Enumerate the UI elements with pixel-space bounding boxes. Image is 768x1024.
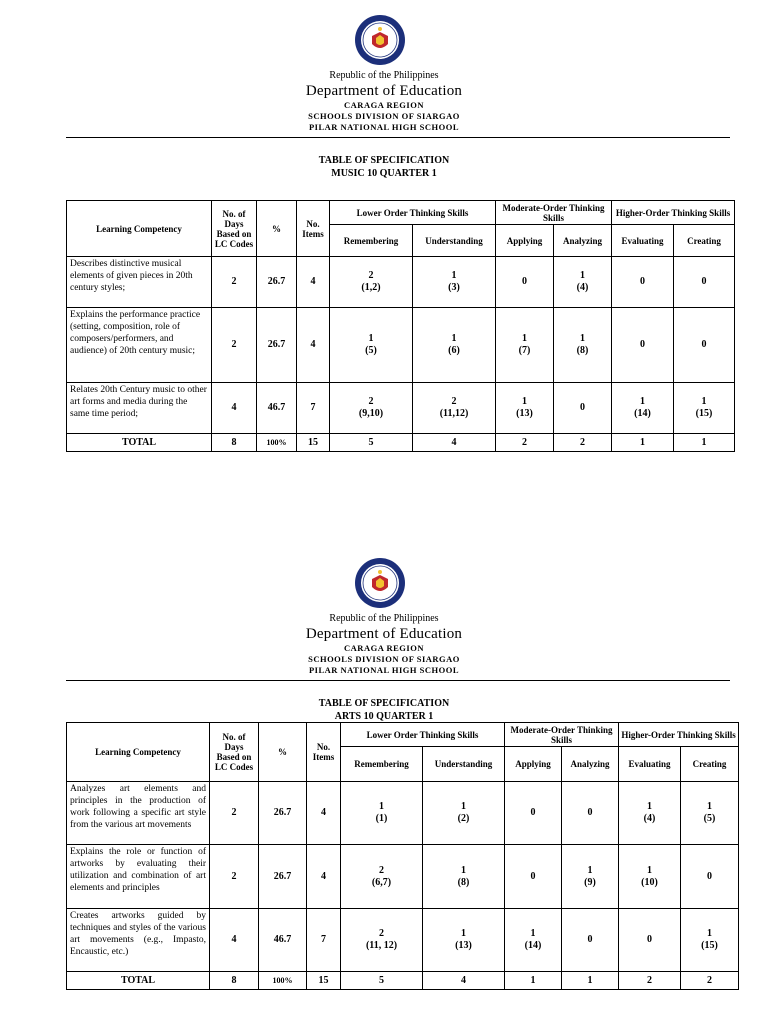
total-percent: 100% — [257, 434, 297, 452]
creating-count: 1 — [707, 928, 713, 939]
competency-cell: Explains the role or function of artworks by evaluating their utilization and combination of art elements and principles — [67, 845, 210, 909]
understanding-count: 1 — [451, 270, 457, 281]
header-creating: Creating — [674, 225, 735, 257]
total-analyzing: 1 — [562, 972, 619, 990]
evaluating-item-numbers: (4) — [643, 813, 656, 824]
evaluating-count: 1 — [647, 864, 653, 876]
applying-count: 0 — [522, 276, 528, 287]
creating-item-numbers: (15) — [695, 408, 713, 419]
remembering-count: 2 — [379, 864, 384, 876]
remembering-item-numbers: (6,7) — [371, 876, 392, 888]
specification-table — [66, 200, 735, 452]
understanding-count: 1 — [461, 864, 466, 876]
evaluating-cell — [612, 383, 674, 434]
evaluating-cell — [612, 308, 674, 383]
understanding-count: 1 — [451, 333, 457, 344]
analyzing-item-numbers: (8) — [576, 345, 589, 356]
analyzing-count: 0 — [580, 402, 586, 413]
header-creating: Creating — [681, 747, 739, 782]
applying-cell — [505, 909, 562, 972]
understanding-item-numbers: (3) — [448, 282, 460, 293]
evaluating-count: 0 — [640, 276, 646, 287]
remembering-item-numbers: (9,10) — [358, 408, 384, 419]
items-cell: 4 — [307, 845, 341, 909]
republic-text: Republic of the Philippines — [329, 70, 439, 81]
percent-cell: 46.7 — [259, 909, 307, 972]
tos-title: TABLE OF SPECIFICATION — [318, 155, 450, 166]
understanding-item-numbers: (2) — [457, 813, 470, 824]
creating-count: 1 — [707, 801, 713, 812]
items-cell: 7 — [307, 909, 341, 972]
table-row — [67, 909, 739, 972]
region-text: CARAGA REGION — [344, 100, 424, 110]
header-items: No. Items — [307, 723, 341, 782]
total-row — [67, 434, 735, 452]
applying-cell — [505, 782, 562, 845]
analyzing-cell — [554, 308, 612, 383]
creating-count: 1 — [701, 396, 707, 407]
total-creating: 1 — [674, 434, 735, 452]
header-applying: Applying — [505, 747, 562, 782]
header-lower-order: Lower Order Thinking Skills — [330, 201, 496, 225]
creating-count: 0 — [701, 339, 707, 350]
understanding-cell — [413, 257, 496, 308]
creating-cell — [674, 257, 735, 308]
remembering-item-numbers: (11, 12) — [365, 940, 398, 951]
republic-text: Republic of the Philippines — [329, 613, 439, 624]
applying-count: 0 — [530, 870, 536, 882]
remembering-item-numbers: (5) — [365, 345, 377, 356]
specification-table — [66, 722, 739, 990]
total-row — [67, 972, 739, 990]
creating-cell — [681, 909, 739, 972]
tos-subtitle: ARTS 10 QUARTER 1 — [334, 711, 434, 722]
evaluating-count: 0 — [640, 339, 646, 350]
applying-count: 1 — [530, 928, 536, 939]
days-cell: 2 — [212, 308, 257, 383]
department-text: Department of Education — [305, 626, 463, 642]
header-understanding: Understanding — [413, 225, 496, 257]
percent-cell: 26.7 — [259, 782, 307, 845]
understanding-item-numbers: (6) — [448, 345, 460, 356]
understanding-cell — [423, 909, 505, 972]
header-competency: Learning Competency — [67, 723, 210, 782]
analyzing-count: 1 — [580, 270, 586, 281]
total-evaluating: 1 — [612, 434, 674, 452]
analyzing-cell — [554, 383, 612, 434]
items-cell: 4 — [307, 782, 341, 845]
header-understanding: Understanding — [423, 747, 505, 782]
items-cell: 4 — [297, 257, 330, 308]
percent-cell: 46.7 — [257, 383, 297, 434]
table-row — [67, 383, 735, 434]
creating-cell — [681, 845, 739, 909]
remembering-item-numbers: (1,2) — [361, 282, 381, 293]
evaluating-cell — [619, 845, 681, 909]
percent-cell: 26.7 — [257, 257, 297, 308]
total-analyzing: 2 — [554, 434, 612, 452]
header-percent: % — [259, 723, 307, 782]
header-competency: Learning Competency — [67, 201, 212, 257]
days-cell: 2 — [210, 782, 259, 845]
remembering-item-numbers: (1) — [375, 813, 388, 824]
department-text: Department of Education — [305, 83, 463, 99]
header-lower-order: Lower Order Thinking Skills — [341, 723, 505, 747]
table-body — [67, 782, 739, 990]
understanding-count: 1 — [461, 928, 466, 939]
understanding-item-numbers: (8) — [457, 876, 470, 888]
remembering-count: 2 — [379, 928, 384, 939]
remembering-count: 1 — [379, 801, 384, 812]
creating-count: 0 — [707, 870, 713, 882]
table-row — [67, 845, 739, 909]
analyzing-count: 1 — [580, 333, 586, 344]
creating-item-numbers: (5) — [703, 813, 716, 824]
table-row — [67, 782, 739, 845]
region-text: CARAGA REGION — [344, 643, 424, 653]
division-text: SCHOOLS DIVISION OF SIARGAO — [308, 111, 460, 121]
total-label: TOTAL — [67, 972, 210, 990]
header-evaluating: Evaluating — [619, 747, 681, 782]
total-remembering: 5 — [330, 434, 413, 452]
header-applying: Applying — [496, 225, 554, 257]
division-text: SCHOOLS DIVISION OF SIARGAO — [308, 654, 460, 664]
analyzing-count: 0 — [587, 807, 593, 818]
creating-item-numbers: (15) — [701, 940, 718, 951]
applying-cell — [496, 257, 554, 308]
competency-cell: Explains the performance practice (setting, composition, role of composers/performers, and audience) of 20th century music; — [67, 308, 212, 383]
header-analyzing: Analyzing — [554, 225, 612, 257]
creating-cell — [681, 782, 739, 845]
applying-cell — [496, 308, 554, 383]
competency-cell: Creates artworks guided by techniques and styles of the various art movements (e.g., Impasto, Encaustic, etc.) — [67, 909, 210, 972]
deped-seal-icon — [354, 14, 406, 66]
evaluating-cell — [619, 909, 681, 972]
understanding-cell — [413, 383, 496, 434]
remembering-count: 2 — [368, 396, 374, 407]
evaluating-item-numbers: (10) — [641, 876, 658, 888]
header-higher-order: Higher-Order Thinking Skills — [612, 201, 735, 225]
percent-cell: 26.7 — [257, 308, 297, 383]
tos-title: TABLE OF SPECIFICATION — [318, 698, 450, 709]
remembering-cell — [330, 383, 413, 434]
applying-item-numbers: (14) — [524, 940, 542, 951]
days-cell: 4 — [212, 383, 257, 434]
total-applying: 2 — [496, 434, 554, 452]
total-percent: 100% — [259, 972, 307, 990]
total-understanding: 4 — [413, 434, 496, 452]
days-cell: 2 — [210, 845, 259, 909]
total-items: 15 — [307, 972, 341, 990]
remembering-cell — [341, 845, 423, 909]
remembering-cell — [341, 909, 423, 972]
total-creating: 2 — [681, 972, 739, 990]
days-cell: 2 — [212, 257, 257, 308]
understanding-cell — [423, 845, 505, 909]
evaluating-item-numbers: (14) — [634, 408, 651, 419]
header-moderate-order: Moderate-Order Thinking Skills — [496, 201, 612, 225]
understanding-count: 2 — [451, 396, 457, 407]
total-days: 8 — [210, 972, 259, 990]
header-higher-order: Higher-Order Thinking Skills — [619, 723, 739, 747]
items-cell: 4 — [297, 308, 330, 383]
analyzing-item-numbers: (9) — [584, 876, 596, 888]
analyzing-count: 0 — [587, 934, 593, 945]
remembering-cell — [330, 308, 413, 383]
analyzing-cell — [562, 909, 619, 972]
evaluating-count: 0 — [647, 934, 653, 945]
remembering-cell — [341, 782, 423, 845]
evaluating-count: 1 — [640, 396, 646, 407]
header-remembering: Remembering — [341, 747, 423, 782]
school-text: PILAR NATIONAL HIGH SCHOOL — [308, 122, 460, 132]
understanding-item-numbers: (11,12) — [439, 408, 469, 419]
header-analyzing: Analyzing — [562, 747, 619, 782]
applying-item-numbers: (7) — [518, 345, 531, 356]
applying-cell — [496, 383, 554, 434]
analyzing-cell — [562, 845, 619, 909]
header-rule — [66, 137, 730, 138]
evaluating-cell — [619, 782, 681, 845]
applying-count: 1 — [522, 333, 528, 344]
table-body — [67, 257, 735, 452]
total-days: 8 — [212, 434, 257, 452]
total-remembering: 5 — [341, 972, 423, 990]
deped-seal-icon — [354, 557, 406, 609]
competency-cell: Relates 20th Century music to other art forms and media during the same time period; — [67, 383, 212, 434]
analyzing-cell — [562, 782, 619, 845]
applying-count: 0 — [530, 807, 536, 818]
understanding-cell — [413, 308, 496, 383]
analyzing-item-numbers: (4) — [576, 282, 589, 293]
header-moderate-order: Moderate-Order Thinking Skills — [505, 723, 619, 747]
total-items: 15 — [297, 434, 330, 452]
days-cell: 4 — [210, 909, 259, 972]
header-days: No. of Days Based on LC Codes — [210, 723, 259, 782]
total-label: TOTAL — [67, 434, 212, 452]
evaluating-cell — [612, 257, 674, 308]
table-row — [67, 308, 735, 383]
total-applying: 1 — [505, 972, 562, 990]
applying-count: 1 — [522, 396, 528, 407]
items-cell: 7 — [297, 383, 330, 434]
analyzing-cell — [554, 257, 612, 308]
evaluating-count: 1 — [647, 801, 653, 812]
school-text: PILAR NATIONAL HIGH SCHOOL — [308, 665, 460, 675]
understanding-cell — [423, 782, 505, 845]
header-evaluating: Evaluating — [612, 225, 674, 257]
applying-item-numbers: (13) — [516, 408, 533, 419]
creating-count: 0 — [701, 276, 707, 287]
header-days: No. of Days Based on LC Codes — [212, 201, 257, 257]
competency-cell: Describes distinctive musical elements of given pieces in 20th century styles; — [67, 257, 212, 308]
creating-cell — [674, 308, 735, 383]
competency-cell: Analyzes art elements and principles in the production of work following a specific art style from the various art movements — [67, 782, 210, 845]
tos-subtitle: MUSIC 10 QUARTER 1 — [331, 168, 437, 179]
header-rule — [66, 680, 730, 681]
percent-cell: 26.7 — [259, 845, 307, 909]
understanding-item-numbers: (13) — [455, 940, 472, 951]
applying-cell — [505, 845, 562, 909]
header-items: No. Items — [297, 201, 330, 257]
remembering-count: 2 — [368, 270, 374, 281]
header-percent: % — [257, 201, 297, 257]
header-remembering: Remembering — [330, 225, 413, 257]
analyzing-count: 1 — [587, 864, 593, 876]
understanding-count: 1 — [461, 801, 466, 812]
total-understanding: 4 — [423, 972, 505, 990]
total-evaluating: 2 — [619, 972, 681, 990]
remembering-cell — [330, 257, 413, 308]
table-row — [67, 257, 735, 308]
creating-cell — [674, 383, 735, 434]
remembering-count: 1 — [368, 333, 374, 344]
